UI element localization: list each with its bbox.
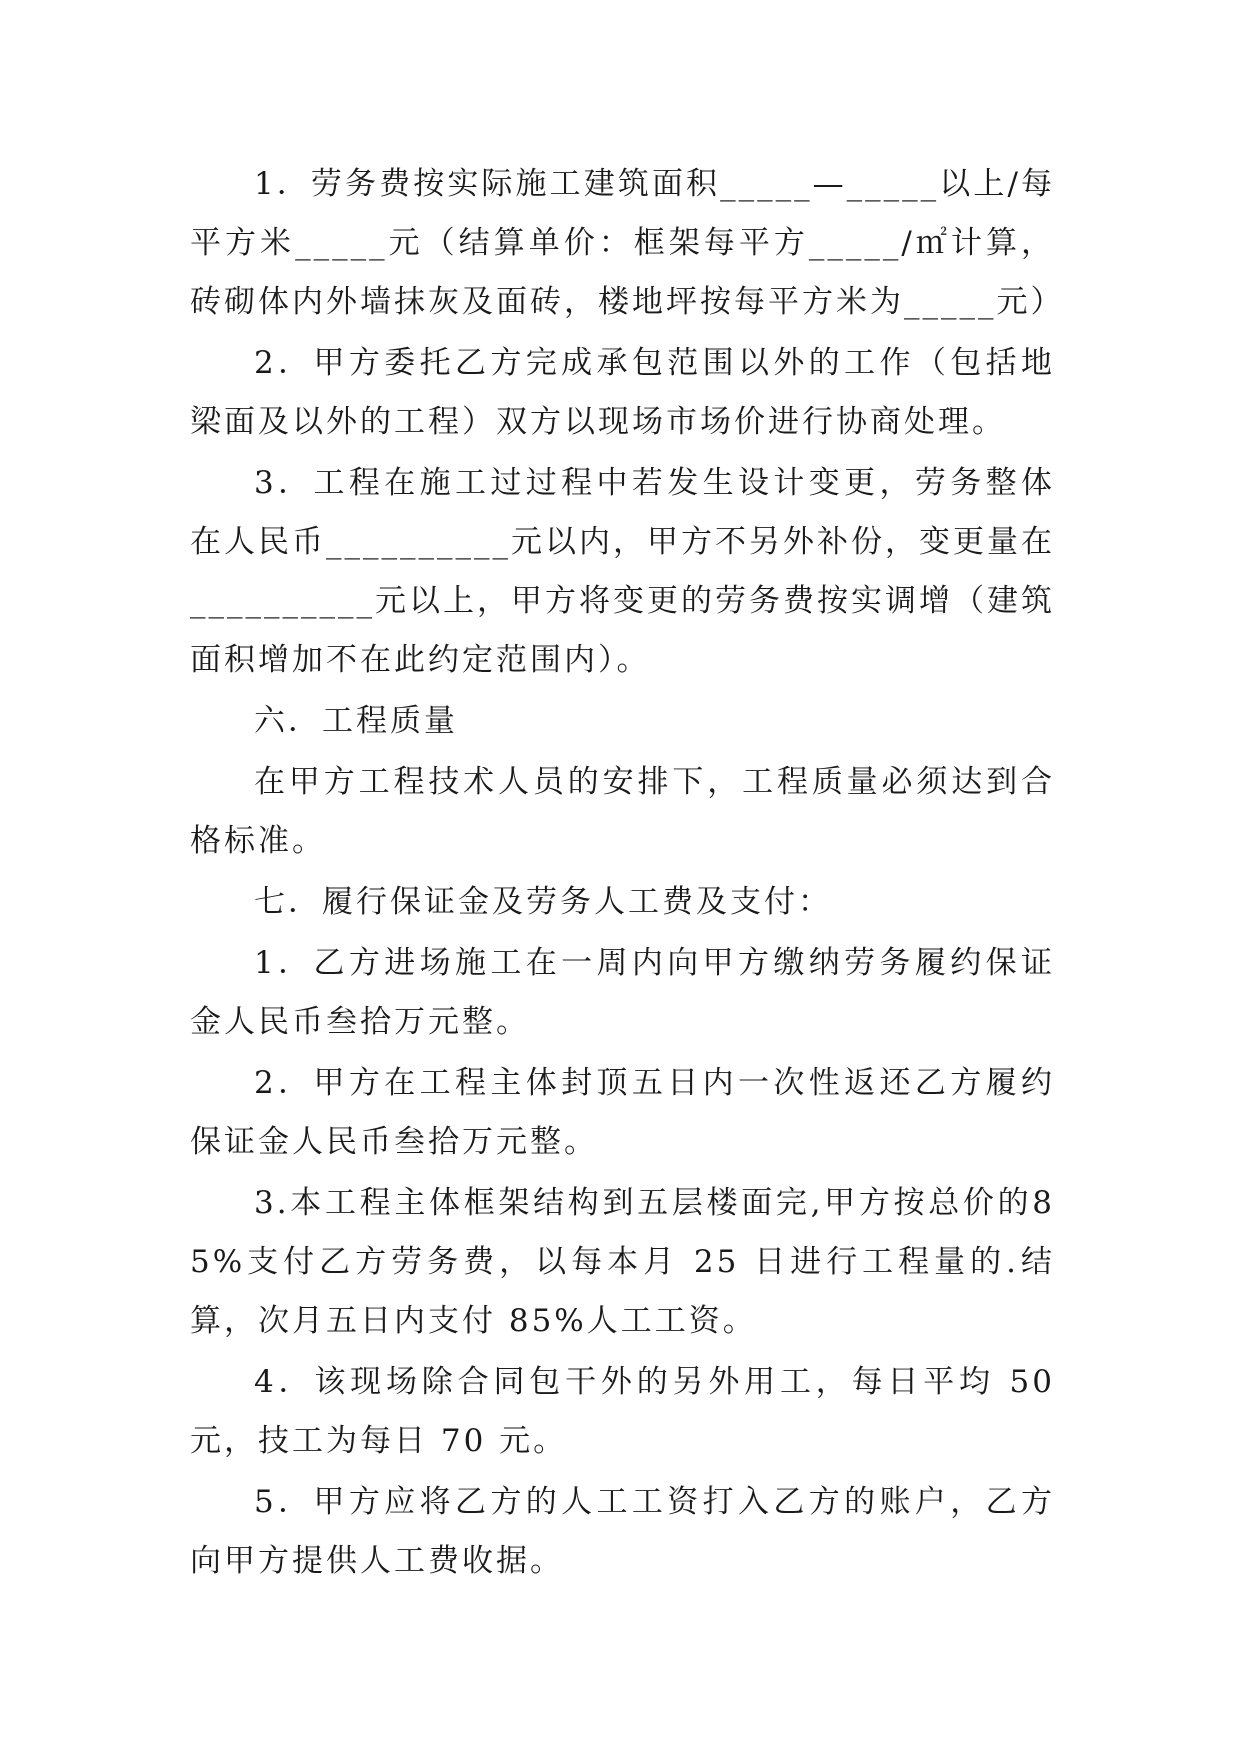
deposit-clause-2: 2．甲方在工程主体封顶五日内一次性返还乙方履约保证金人民币叁拾万元整。 [190, 1065, 1055, 1160]
deposit-clause-4: 4．该现场除合同包干外的另外用工，每日平均 50 元，技工为每日 70 元。 [190, 1364, 1068, 1459]
deposit-clause-1: 1．乙方进场施工在一周内向甲方缴纳劳务履约保证金人民币叁拾万元整。 [190, 945, 1055, 1040]
deposit-clause-3: 3.本工程主体框架结构到五层楼面完,甲方按总价的85%支付乙方劳务费，以每本月 25 日进行工程量的.结算，次月五日内支付 85%人工工资。 [190, 1185, 1055, 1339]
clause-1-labor-fee: 1．劳务费按实际施工建筑面积_____—_____以上/每平方米_____元（结算单价：框架每平方_____/㎡计算，砖砌体内外墙抹灰及面砖，楼地坪按每平方米为_____元） [190, 166, 1065, 320]
clause-3-design-change: 3．工程在施工过过程中若发生设计变更，劳务整体在人民币__________元以内，甲方不另外补份，变更量在__________元以上，甲方将变更的劳务费按实调增（建筑面积增加不在此约定范围内）。 [190, 465, 1055, 678]
section-heading-quality: 六．工程质量 [254, 703, 458, 739]
quality-standard-text: 在甲方工程技术人员的安排下，工程质量必须达到合格标准。 [190, 764, 1055, 859]
clause-2-extra-work: 2．甲方委托乙方完成承包范围以外的工作（包括地梁面及以外的工程）双方以现场市场价进行协商处理。 [190, 345, 1055, 440]
deposit-clause-5: 5．甲方应将乙方的人工工资打入乙方的账户，乙方向甲方提供人工费收据。 [190, 1484, 1055, 1579]
section-heading-deposit: 七．履行保证金及劳务人工费及支付： [254, 884, 832, 920]
document-page [190, 155, 1068, 1593]
